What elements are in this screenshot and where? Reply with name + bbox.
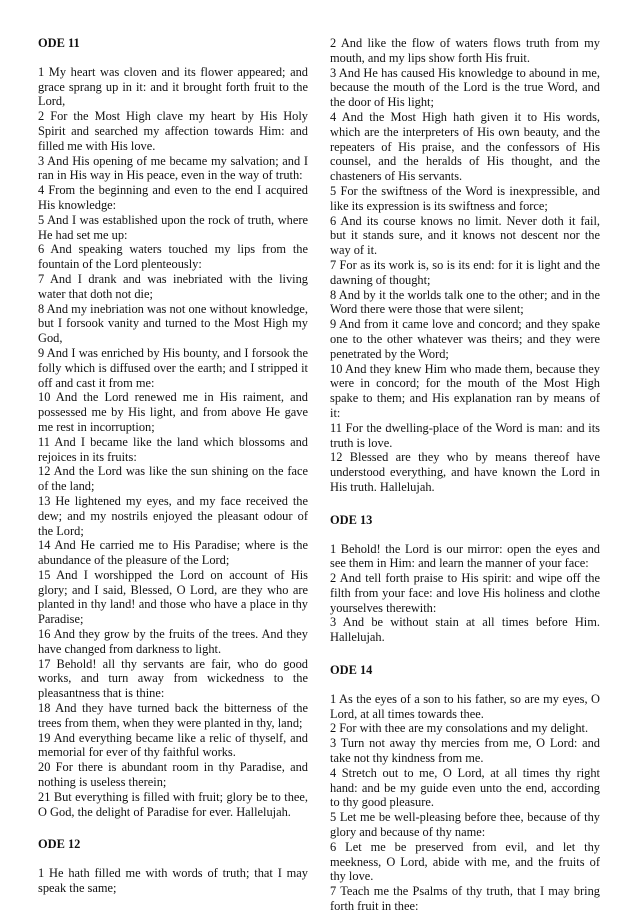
ode-title: ODE 12	[38, 837, 81, 852]
verse: 7 And I drank and was inebriated with the living water that doth not die;	[38, 271, 308, 301]
verse: 12 Blessed are they who by means thereof have understood everything, and have known the Lord in His truth. Hallelujah.	[330, 450, 600, 494]
verse: 5 Let me be well-pleasing before thee, because of thy glory and because of thy name:	[330, 810, 600, 840]
verse: 1 As the eyes of a son to his father, so are my eyes, O Lord, at all times towards thee.	[330, 691, 600, 721]
verse: 2 For with thee are my consolations and my delight.	[330, 721, 589, 736]
verse: 6 Let me be preserved from evil, and let thy meekness, O Lord, abide with me, and the fruits of thy love.	[330, 839, 600, 884]
verse: 16 And they grow by the fruits of the trees. And they have changed from darkness to light.	[38, 627, 308, 656]
verse: 9 And I was enriched by His bounty, and I forsook the folly which is diffused over the earth; and I stripped it off and cast it from me:	[38, 345, 308, 390]
verse: 2 And tell forth praise to His spirit: and wipe off the filth from your face: and love His holiness and clothe yourselves therewith:	[330, 571, 600, 615]
verse: 11 And I became like the land which blossoms and rejoices in its fruits:	[38, 434, 308, 464]
ode-title: ODE 14	[330, 663, 373, 678]
ode-11	[38, 36, 308, 819]
verse: 2 For the Most High clave my heart by His Holy Spirit and searched my affection towards Him: and filled me with His love.	[38, 109, 308, 153]
verse: 8 And by it the worlds talk one to the other; and in the Word there were those that were silent;	[330, 287, 600, 317]
ode-13	[330, 513, 600, 645]
verse: 10 And the Lord renewed me in His raiment, and possessed me by His light, and from above He gave me rest in incorruption;	[38, 390, 308, 434]
verse: 3 And be without stain at all times before Him. Hallelujah.	[330, 615, 600, 645]
verse: 3 And He has caused His knowledge to abound in me, because the mouth of the Lord is the true Word, and the door of His light;	[330, 65, 600, 110]
verse: 1 Behold! the Lord is our mirror: open the eyes and see them in Him: and learn the manner of your face:	[330, 541, 600, 571]
verse: 21 But everything is filled with fruit; glory be to thee, O God, the delight of Paradise for ever. Hallelujah.	[38, 789, 308, 819]
verse: 12 And the Lord was like the sun shining on the face of the land;	[38, 464, 308, 494]
verse: 20 For there is abundant room in thy Paradise, and nothing is useless therein;	[38, 760, 308, 790]
verse: 3 Turn not away thy mercies from me, O Lord: and take not thy kindness from me.	[330, 736, 600, 766]
verse: 1 He hath filled me with words of truth; that I may speak the same;	[38, 866, 308, 896]
verse: 4 From the beginning and even to the end I acquired His knowledge:	[38, 183, 308, 212]
ode-12-start	[38, 837, 308, 895]
verse: 17 Behold! all thy servants are fair, who do good works, and turn away from wickedness to the pleasantness that is thine:	[38, 656, 308, 701]
left-column	[38, 36, 308, 896]
verse: 4 Stretch out to me, O Lord, at all times thy right hand: and be my guide even unto the end, according to thy good pleasure.	[330, 765, 600, 810]
verse: 15 And I worshipped the Lord on account of His glory; and I said, Blessed, O Lord, are they who are planted in thy land! and those who have a place in thy Paradise;	[38, 567, 308, 627]
right-column	[330, 36, 600, 914]
verse: 14 And He carried me to His Paradise; where is the abundance of the pleasure of the Lord;	[38, 538, 308, 568]
verse: 5 And I was established upon the rock of truth, where He had set me up:	[38, 212, 308, 242]
verse: 7 For as its work is, so is its end: for it is light and the dawning of thought;	[330, 257, 600, 287]
ode-14	[330, 663, 600, 914]
verse: 9 And from it came love and concord; and they spake one to the other whatever was theirs; and they were penetrated by the Word;	[330, 317, 600, 361]
verse: 6 And its course knows no limit. Never doth it fail, but it stands sure, and it knows not descent nor the way of it.	[330, 213, 600, 258]
verse: 13 He lightened my eyes, and my face received the dew; and my nostrils enjoyed the pleasant odour of the Lord;	[38, 493, 308, 538]
verse: 11 For the dwelling-place of the Word is man: and its truth is love.	[330, 420, 600, 450]
verse: 1 My heart was cloven and its flower appeared; and grace sprang up in it: and it brought forth fruit to the Lord,	[38, 64, 308, 109]
verse: 19 And everything became like a relic of thyself, and memorial for ever of thy faithful works.	[38, 730, 308, 760]
verse: 6 And speaking waters touched my lips from the fountain of the Lord plenteously:	[38, 242, 308, 272]
verse: 5 For the swiftness of the Word is inexpressible, and like its expression is its swiftness and force;	[330, 183, 600, 213]
ode-12-continued	[330, 36, 600, 495]
verse: 10 And they knew Him who made them, because they were in concord; for the mouth of the Most High spake to them; and His explanation ran by means of it:	[330, 361, 600, 420]
verse: 18 And they have turned back the bitterness of the trees from them, when they were planted in thy, land;	[38, 701, 308, 730]
verse: 3 And His opening of me became my salvation; and I ran in His way in His peace, even in the way of truth:	[38, 153, 308, 183]
verse: 8 And my inebriation was not one without knowledge, but I forsook vanity and turned to the Most High my God,	[38, 301, 308, 346]
ode-title: ODE 13	[330, 512, 373, 527]
verse: 2 And like the flow of waters flows truth from my mouth, and my lips show forth His fruit.	[330, 36, 600, 65]
verse: 4 And the Most High hath given it to His words, which are the interpreters of His own beauty, and the repeaters of His praise, and the confessors of His counsel, and the heralds of His thought, and the chasteners of His servants.	[330, 109, 600, 184]
ode-title: ODE 11	[38, 36, 80, 50]
verse: 7 Teach me the Psalms of thy truth, that I may bring forth fruit in thee:	[330, 884, 600, 914]
